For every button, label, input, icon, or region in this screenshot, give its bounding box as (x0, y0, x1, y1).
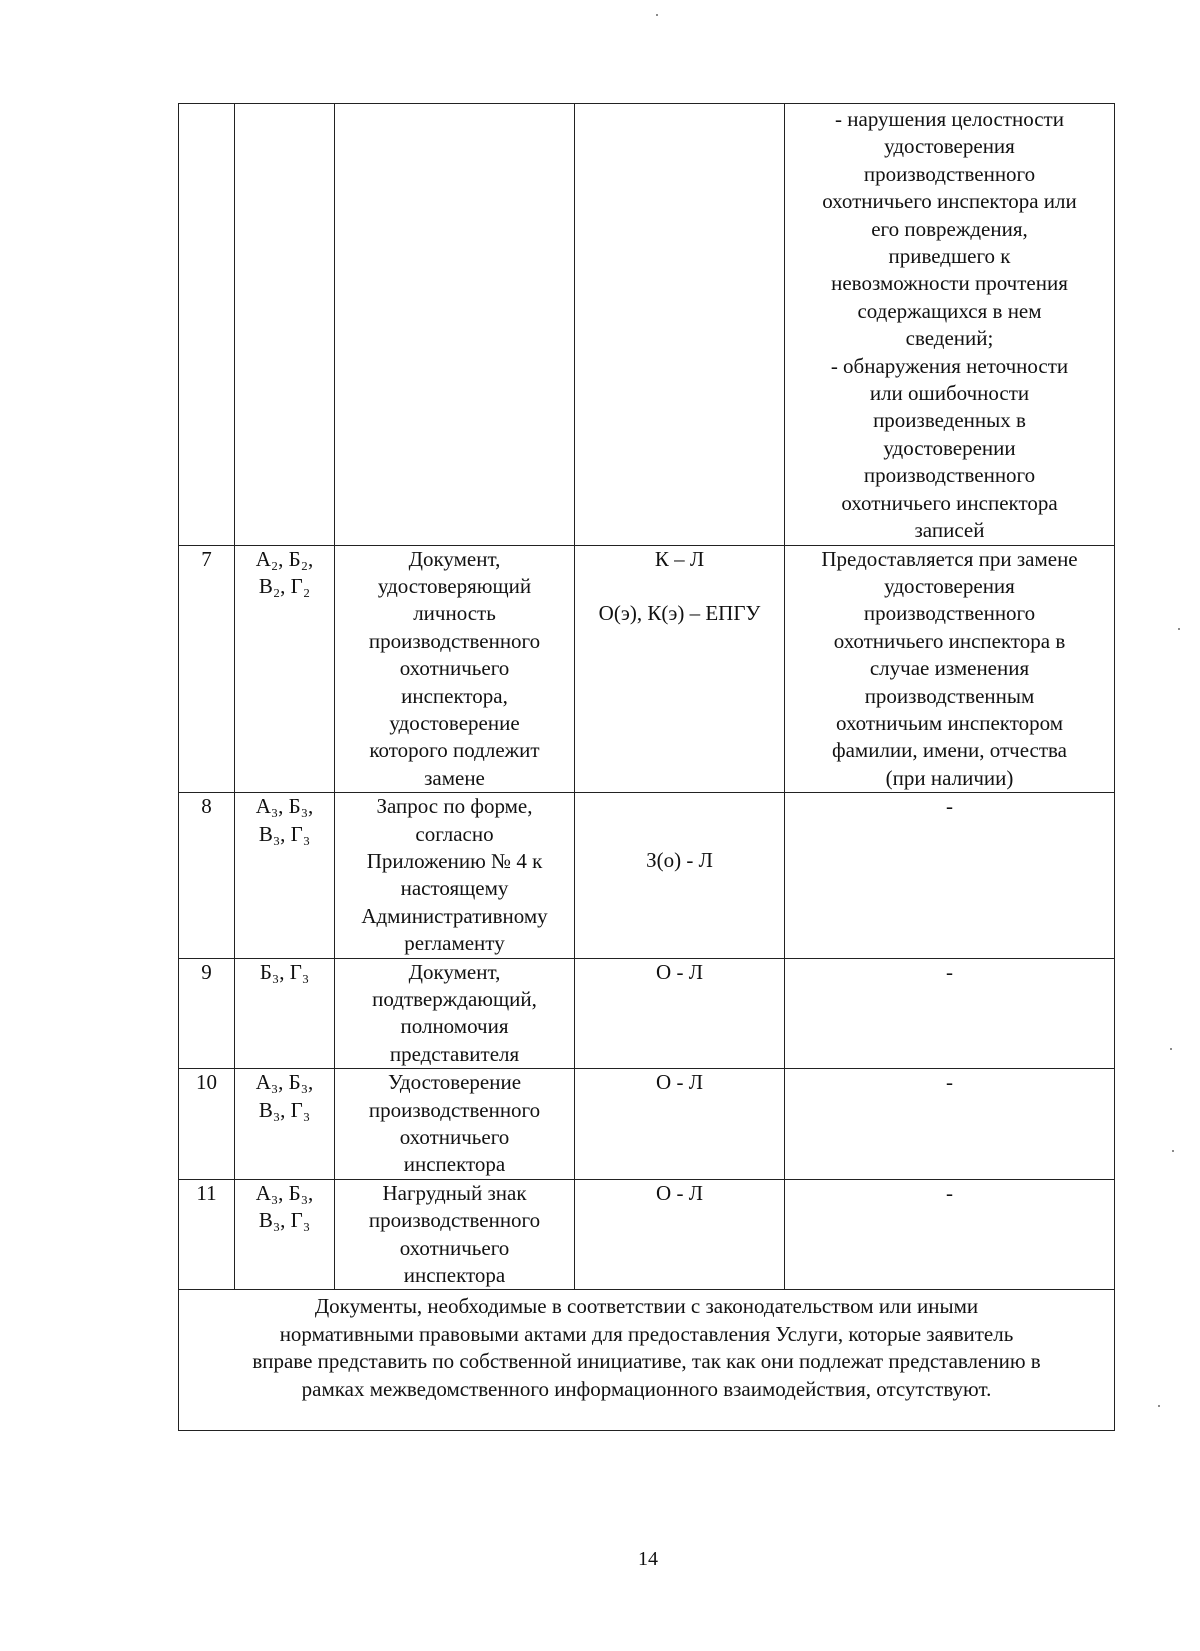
cell-note (785, 104, 1115, 546)
cell-form-line (579, 820, 780, 847)
cell-form-line: К – Л (654, 546, 705, 571)
cell-codes-line: В₂, Г₂ (258, 573, 311, 598)
table-row (179, 545, 1115, 793)
note-line: приведшего к (888, 244, 1011, 269)
scan-speck (1178, 628, 1180, 630)
cell-note (785, 1179, 1115, 1290)
cell-document-line: Нагрудный знак (382, 1180, 527, 1205)
cell-document (335, 1179, 575, 1290)
footer-line: вправе представить по собственной инициативе, так как они подлежат представлению в (252, 1349, 1041, 1374)
footer-line: нормативными правовыми актами для предоставления Услуги, которые заявитель (279, 1321, 1014, 1346)
cell-document (335, 958, 575, 1069)
cell-note-line: - (946, 1070, 953, 1095)
cell-codes-line: А₃, Б₃, (255, 1180, 314, 1205)
cell-form (575, 958, 785, 1069)
cell-note-line: - (946, 1180, 953, 1205)
table-row (179, 1069, 1115, 1180)
documents-table (178, 103, 1115, 1431)
cell-document-line: охотничьего (399, 1235, 510, 1260)
note-line: производственного (863, 463, 1036, 488)
scan-speck (1170, 1048, 1172, 1050)
cell-document-line: которого подлежит (369, 738, 540, 763)
page-number: 14 (638, 1548, 658, 1570)
note-line: невозможности прочтения (831, 271, 1068, 296)
cell-document-line: удостоверение (389, 710, 520, 735)
table-row (179, 958, 1115, 1069)
cell-document-line: производственного (368, 1097, 541, 1122)
cell-document-line: инспектора (403, 1263, 506, 1288)
cell-form (575, 1069, 785, 1180)
cell-document-line: настоящему (400, 876, 509, 901)
cell-form-line: О(э), К(э) – ЕПГУ (598, 600, 761, 625)
cell-document-line: удостоверяющий (377, 573, 532, 598)
cell-document-line: производственного (368, 628, 541, 653)
note-line: - нарушения целостности (835, 107, 1064, 131)
cell-document-line: Приложению № 4 к (366, 848, 543, 873)
scan-speck (1158, 1405, 1160, 1407)
cell-number (179, 104, 235, 546)
cell-form-line (579, 573, 780, 600)
table-row-continuation (179, 104, 1115, 546)
cell-document (335, 104, 575, 546)
cell-codes-line: В₃, Г₃ (258, 1097, 311, 1122)
note-line: охотничьего инспектора (841, 490, 1058, 515)
cell-document (335, 793, 575, 958)
cell-codes-line: В₃, Г₃ (258, 821, 311, 846)
cell-document-line: Удостоверение (387, 1070, 522, 1095)
note-line: его повреждения, (871, 216, 1028, 241)
note-line: или ошибочности (869, 381, 1030, 406)
cell-form (575, 545, 785, 793)
cell-document-line: охотничьего (399, 656, 510, 681)
cell-note-line: охотничьего инспектора в (833, 628, 1066, 653)
cell-note-line: производственного (863, 601, 1036, 626)
cell-number: 9 (179, 958, 235, 1069)
cell-form-line: О - Л (656, 1180, 703, 1205)
cell-form (575, 104, 785, 546)
cell-document-line: Запрос по форме, (376, 794, 533, 819)
cell-codes-line: А₂, Б₂, (255, 546, 314, 571)
cell-note (785, 1069, 1115, 1180)
cell-document-line: инспектора (403, 1152, 506, 1177)
cell-note-line: фамилии, имени, отчества (832, 738, 1067, 763)
note-line: записей (914, 518, 985, 543)
cell-codes (235, 1179, 335, 1290)
cell-codes (235, 104, 335, 546)
cell-document-line: производственного (368, 1208, 541, 1233)
cell-codes (235, 958, 335, 1069)
cell-document (335, 1069, 575, 1180)
scan-speck (656, 14, 658, 16)
note-line: сведений; (905, 326, 994, 351)
cell-codes (235, 545, 335, 793)
cell-document-line: регламенту (404, 931, 505, 956)
cell-document-line: Административному (361, 903, 548, 928)
cell-number: 10 (179, 1069, 235, 1180)
cell-number: 7 (179, 545, 235, 793)
cell-document-line: Документ, (408, 546, 501, 571)
cell-form-line: О - Л (656, 959, 703, 984)
cell-number: 8 (179, 793, 235, 958)
cell-document-line: подтверждающий, (372, 987, 537, 1011)
footer-line: рамках межведомственного информационного взаимодействия, отсутствуют. (301, 1376, 992, 1401)
cell-codes-line: А₃, Б₃, (255, 794, 314, 819)
documents-table-body (179, 104, 1115, 1290)
cell-note-line: - (946, 959, 953, 984)
cell-document-line: охотничьего (399, 1125, 510, 1150)
cell-note-line: охотничьим инспектором (835, 710, 1064, 735)
cell-note-line: Предоставляется при замене (821, 546, 1078, 571)
cell-form-line: О - Л (656, 1070, 703, 1095)
table-row (179, 1179, 1115, 1290)
cell-codes-line: В₃, Г₃ (258, 1208, 311, 1233)
cell-document-line: представителя (389, 1041, 520, 1066)
note-line: - обнаружения неточности (830, 353, 1069, 378)
note-line: удостоверении (883, 435, 1016, 460)
cell-note-line: (при наличии) (885, 765, 1014, 790)
cell-codes-line: А₃, Б₃, (255, 1070, 314, 1095)
table-row (179, 793, 1115, 958)
note-line: содержащихся в нем (857, 298, 1042, 323)
cell-note-line: удостоверения (884, 573, 1015, 598)
cell-number: 11 (179, 1179, 235, 1290)
cell-form (575, 1179, 785, 1290)
cell-form (575, 793, 785, 958)
cell-note (785, 958, 1115, 1069)
footer-note (179, 1290, 1115, 1431)
cell-document-line: личность (413, 601, 496, 626)
cell-document-line: инспектора, (401, 683, 508, 708)
cell-document (335, 545, 575, 793)
cell-document-line: Документ, (408, 959, 501, 984)
cell-form-line (579, 793, 780, 820)
note-line: произведенных в (873, 408, 1026, 433)
cell-note-line: - (946, 794, 953, 819)
cell-note (785, 545, 1115, 793)
cell-document-line: согласно (415, 821, 494, 846)
cell-document-line: замене (424, 765, 485, 790)
cell-document-line: полномочия (400, 1014, 509, 1039)
note-line: удостоверения (884, 134, 1015, 159)
note-line: охотничьего инспектора или (822, 189, 1077, 214)
cell-note-line: случае изменения (869, 656, 1030, 681)
cell-codes (235, 793, 335, 958)
cell-note (785, 793, 1115, 958)
note-line: производственного (863, 161, 1036, 186)
cell-note-line: производственным (864, 683, 1035, 708)
cell-form-line: З(о) - Л (646, 848, 713, 873)
scan-speck (1172, 1150, 1174, 1152)
cell-codes (235, 1069, 335, 1180)
cell-codes-line: Б₃, Г₃ (259, 959, 310, 984)
table-row-footer (179, 1290, 1115, 1431)
footer-line: Документы, необходимые в соответствии с законодательством или иными (314, 1294, 979, 1319)
